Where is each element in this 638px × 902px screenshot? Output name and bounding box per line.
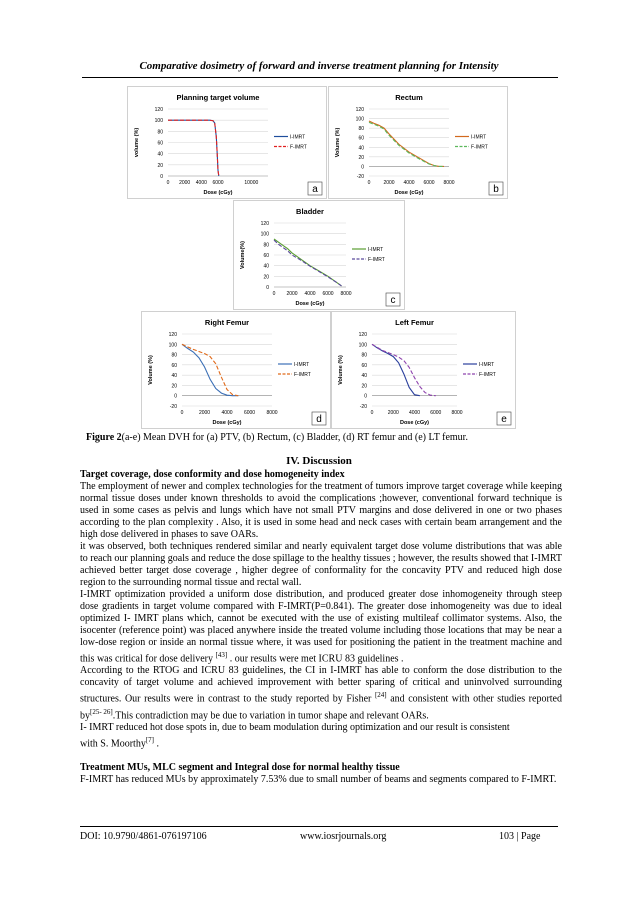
x-tick-label: 2000 <box>286 291 298 297</box>
y-tick-label: -20 <box>169 404 177 410</box>
y-tick-label: 120 <box>154 107 163 113</box>
y-tick-label: 20 <box>358 154 364 161</box>
y-axis-label: Volume(%) <box>240 240 246 270</box>
legend-entry: I-IMRT <box>290 134 306 141</box>
series-line-i-imrt <box>369 121 444 166</box>
x-tick-label: 8000 <box>451 410 463 416</box>
paragraph-3-tail: . our results were met ICRU 83 guidelines . <box>227 653 404 665</box>
x-tick-label: 0 <box>367 180 371 186</box>
y-tick-label: 20 <box>171 383 177 390</box>
x-axis-label: Dose (cGy) <box>212 420 242 426</box>
x-tick-label: 6000 <box>423 180 435 186</box>
x-tick-label: 6000 <box>212 180 224 186</box>
caption-label: Figure 2 <box>86 432 122 443</box>
y-tick-label: 40 <box>157 151 163 158</box>
y-tick-label: 60 <box>157 140 163 147</box>
y-tick-label: 0 <box>361 164 364 171</box>
chart-title: Rectum <box>395 93 423 102</box>
x-tick-label: 4000 <box>403 180 415 186</box>
body-text <box>80 469 562 786</box>
x-tick-label: 0 <box>180 410 184 416</box>
x-tick-label: 6000 <box>243 410 256 416</box>
paragraph-4-text: According to the RTOG and ICRU 83 guidelines, the CI in I-IMRT has able to conform the dose distribution to the concavity of target volume and achieved improvement with better sparing of critical and uninvolved surrounding structures. Our results were in contrast to the study reported by Fisher <box>80 665 562 705</box>
y-tick-label: 100 <box>355 116 364 123</box>
paragraph-4-mid: and consistent with other studies reported by <box>80 693 562 721</box>
x-tick-label: 2000 <box>387 410 399 416</box>
y-tick-label: 60 <box>358 135 364 142</box>
y-axis-label: volume (%) <box>134 127 140 158</box>
y-tick-label: 20 <box>157 162 163 169</box>
figure-caption <box>86 432 468 443</box>
legend-entry: F-IMRT <box>290 144 307 151</box>
panel-label: d <box>316 414 322 425</box>
series-line-f-imrt <box>369 122 444 166</box>
x-tick-label: 4000 <box>408 410 421 416</box>
citation: [7] <box>145 735 155 744</box>
y-tick-label: 20 <box>263 274 269 281</box>
x-axis-label: Dose (cGy) <box>295 301 325 307</box>
chart-svg <box>142 312 330 428</box>
series-line-f-imrt <box>372 344 436 395</box>
series-line-i-imrt <box>372 344 420 395</box>
y-tick-label: 100 <box>168 342 177 349</box>
subheading-treatment-mus: Treatment MUs, MLC segment and Integral dose for normal healthy tissue <box>80 762 400 774</box>
citation: [43] <box>215 651 228 659</box>
y-tick-label: 120 <box>358 332 367 338</box>
x-tick-label: 0 <box>272 291 276 297</box>
y-tick-label: 120 <box>260 221 269 227</box>
x-tick-label: 6000 <box>322 291 334 297</box>
y-tick-label: 80 <box>358 126 364 133</box>
paragraph-4-tail: .This contradiction may be due to variation in tumor shape and relevant OARs. <box>112 709 429 721</box>
y-tick-label: -20 <box>356 174 364 180</box>
y-tick-label: 20 <box>361 383 367 390</box>
legend-entry: I-IMRT <box>368 247 384 253</box>
x-tick-label: 2000 <box>198 410 211 416</box>
y-tick-label: 120 <box>355 107 364 113</box>
y-tick-label: 80 <box>361 352 367 359</box>
panel-label: e <box>501 414 507 425</box>
chart-left-femur <box>331 311 516 429</box>
legend-entry: F-IMRT <box>294 372 311 378</box>
legend-entry: I-IMRT <box>294 362 310 368</box>
paragraph-5-tail: . <box>154 738 160 750</box>
running-header: Comparative dosimetry of forward and inverse treatment planning for Intensity <box>139 60 499 72</box>
x-tick-label: 4000 <box>304 291 316 297</box>
paragraph-5-line2: with S. Moorthy <box>80 738 146 750</box>
chart-right-femur <box>141 311 331 429</box>
x-tick-label: 8000 <box>266 410 278 416</box>
y-tick-label: 100 <box>358 342 367 349</box>
footer-rule <box>80 826 558 827</box>
x-axis-label: Dose (cGy) <box>203 190 233 196</box>
chart-title: Planning target volume <box>176 93 260 102</box>
chart-svg <box>332 312 515 428</box>
y-tick-label: 0 <box>266 285 269 291</box>
x-tick-label: 0 <box>370 410 374 416</box>
section-heading: IV. Discussion <box>286 455 352 467</box>
citation: [24] <box>374 691 387 700</box>
legend-entry: I-IMRT <box>479 362 495 368</box>
series-line-f-imrt <box>182 344 238 395</box>
legend-entry: I-IMRT <box>471 134 487 141</box>
header-rule <box>82 77 558 78</box>
chart-rectum <box>328 86 508 199</box>
legend-entry: F-IMRT <box>479 372 496 378</box>
chart-title: Left Femur <box>395 318 434 327</box>
y-tick-label: 60 <box>263 253 269 259</box>
paragraph-3 <box>80 589 562 665</box>
chart-svg <box>234 201 404 309</box>
series-line-f-imrt <box>168 120 219 176</box>
chart-ptv <box>127 86 327 199</box>
legend-entry: F-IMRT <box>471 144 488 151</box>
y-axis-label: Volume (%) <box>335 127 341 158</box>
y-tick-label: 80 <box>157 129 163 136</box>
y-tick-label: 100 <box>154 118 163 125</box>
paragraph-4 <box>80 665 562 722</box>
paragraph-5 <box>80 722 562 750</box>
x-tick-label: 2000 <box>179 180 191 186</box>
footer-doi: DOI: 10.9790/4861-076197106 <box>80 831 207 842</box>
x-tick-label: 6000 <box>430 410 442 416</box>
paragraph-2: it was observed, both techniques rendered similar and nearly equivalent target dose volume distributions that was able to reach our planning goals and reduce the dose spillage to the healthy tissues ; however, the results showed that I-IMRT achieved better target dose coverage , higher degree of conformality for the concavity PTV and reduced high dose region to the surrounding normal tissue and rectal wall. <box>80 541 562 588</box>
y-tick-label: 60 <box>171 362 177 369</box>
y-axis-label: Volume (%) <box>338 355 344 385</box>
panel-label: b <box>493 184 499 195</box>
series-line-f-imrt <box>274 240 342 286</box>
panel-label: a <box>312 184 318 195</box>
y-tick-label: -20 <box>359 404 367 410</box>
y-tick-label: 80 <box>263 242 269 249</box>
y-tick-label: 0 <box>364 393 367 400</box>
y-tick-label: 0 <box>174 393 177 400</box>
paragraph-1: The employment of newer and complex technologies for the treatment of tumors improve target coverage while keeping normal tissue doses under known thresholds to avoid the complications ;however, conventional forward technique is used in some cases as pelvis and lungs which have not small PTV margins and dose delivered in one or two phases according to the plan complexity . Also, it is used in some head and neck cases with certain beam arrangement and the high dose delivered in phases to save OARs. <box>80 481 562 540</box>
chart-title: Right Femur <box>204 318 250 327</box>
y-tick-label: 40 <box>263 263 269 270</box>
legend-entry: F-IMRT <box>368 257 385 263</box>
footer-site: www.iosrjournals.org <box>300 831 387 842</box>
y-tick-label: 40 <box>361 373 367 380</box>
paragraph-3-text: I-IMRT optimization provided a uniform dose distribution, and produced greater dose inhomogeneity through steep dose gradients in target volume compared with F-IMRT(P=0.841). The greater dose inhomogeneity was due to ideal optimized I- IMRT plans which, cannot be executed with the use of existing multileaf collimator systems. Also, the isocenter (reference point) was placed anywhere inside the treated volume including those locations that may be near a low-dose region or inside an normal tissue where, it was used for positioning the patient in the treatment machine and this was critical for dose delivery <box>80 589 562 665</box>
chart-bladder <box>233 200 405 310</box>
y-tick-label: 100 <box>260 231 269 238</box>
paragraph-5-line1: I- IMRT reduced hot dose spots in, due to beam modulation during optimization and our result is consistent <box>80 721 510 733</box>
series-line-i-imrt <box>168 120 219 176</box>
x-axis-label: Dose (cGy) <box>394 190 424 196</box>
chart-title: Bladder <box>296 207 324 216</box>
series-line-i-imrt <box>182 344 238 395</box>
y-tick-label: 40 <box>171 373 177 380</box>
subheading-target-coverage: Target coverage, dose conformity and dose homogeneity index <box>80 469 345 480</box>
x-axis-label: Dose (cGy) <box>399 420 430 426</box>
y-tick-label: 80 <box>171 352 177 359</box>
caption-text: (a-e) Mean DVH for (a) PTV, (b) Rectum, (c) Bladder, (d) RT femur and (e) LT femur. <box>121 432 468 443</box>
y-tick-label: 40 <box>358 145 364 152</box>
x-tick-label: 8000 <box>443 180 455 186</box>
paragraph-6: F-IMRT has reduced MUs by approximately 7.53% due to small number of beams and segments compared to F-IMRT. <box>80 774 557 786</box>
footer-page: 103 | Page <box>499 831 541 842</box>
x-tick-label: 10000 <box>244 180 259 186</box>
x-tick-label: 8000 <box>340 291 352 297</box>
y-tick-label: 0 <box>160 174 163 180</box>
x-tick-label: 4000 <box>195 180 207 186</box>
citation: [25- 26] <box>90 707 113 716</box>
x-tick-label: 4000 <box>221 410 233 416</box>
chart-svg <box>329 87 507 198</box>
y-tick-label: 120 <box>168 332 177 338</box>
x-tick-label: 2000 <box>383 180 395 186</box>
chart-svg <box>128 87 326 198</box>
y-tick-label: 60 <box>361 362 367 369</box>
panel-label: c <box>390 295 396 306</box>
x-tick-label: 0 <box>166 180 170 186</box>
y-axis-label: Volume (%) <box>148 355 154 385</box>
